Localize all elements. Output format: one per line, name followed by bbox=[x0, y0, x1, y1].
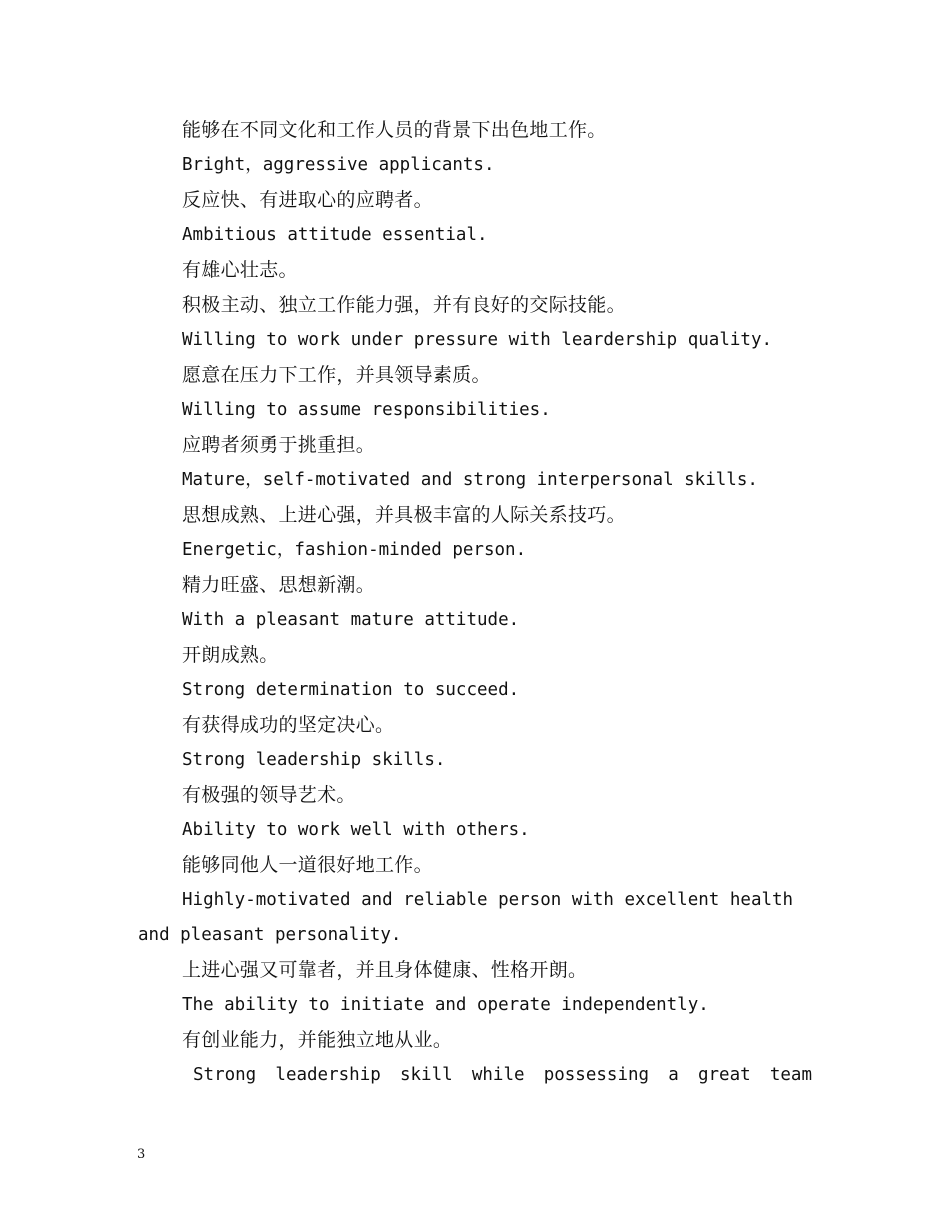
text-line: Mature，self-motivated and strong interpersonal skills. bbox=[182, 470, 758, 490]
text-line-continuation: and pleasant personality. bbox=[138, 925, 402, 945]
text-line: 有创业能力，并能独立地从业。 bbox=[182, 1029, 453, 1051]
text-line: Strong determination to succeed. bbox=[182, 680, 520, 700]
text-line: Bright，aggressive applicants. bbox=[182, 155, 495, 175]
text-line: Ability to work well with others. bbox=[182, 820, 530, 840]
text-line: 开朗成熟。 bbox=[182, 644, 279, 666]
text-line: 精力旺盛、思想新潮。 bbox=[182, 574, 376, 596]
text-line: 思想成熟、上进心强，并具极丰富的人际关系技巧。 bbox=[182, 504, 626, 526]
text-line: 反应快、有进取心的应聘者。 bbox=[182, 189, 433, 211]
text-line: Highly-motivated and reliable person with excellent health bbox=[182, 890, 794, 910]
text-line: Strong leadership skills. bbox=[182, 750, 446, 770]
text-line: Ambitious attitude essential. bbox=[182, 225, 488, 245]
text-line: 有获得成功的坚定决心。 bbox=[182, 714, 395, 736]
text-line: 应聘者须勇于挑重担。 bbox=[182, 434, 376, 456]
text-line: With a pleasant mature attitude. bbox=[182, 610, 520, 630]
text-line: Energetic，fashion-minded person. bbox=[182, 540, 527, 560]
text-line: Willing to work under pressure with leardership quality. bbox=[182, 330, 773, 350]
text-line: The ability to initiate and operate independently. bbox=[182, 995, 709, 1015]
text-line: 有雄心壮志。 bbox=[182, 259, 298, 281]
page-number: 3 bbox=[137, 1147, 146, 1162]
text-line: 能够同他人一道很好地工作。 bbox=[182, 854, 433, 876]
text-line: 上进心强又可靠者，并且身体健康、性格开朗。 bbox=[182, 959, 588, 981]
text-line: 愿意在压力下工作，并具领导素质。 bbox=[182, 364, 491, 386]
text-line: 积极主动、独立工作能力强，并有良好的交际技能。 bbox=[182, 294, 626, 316]
text-line: Willing to assume responsibilities. bbox=[182, 400, 551, 420]
text-line: Strong leadership skill while possessing a great team bbox=[193, 1065, 812, 1085]
text-line: 能够在不同文化和工作人员的背景下出色地工作。 bbox=[182, 119, 607, 141]
text-line: 有极强的领导艺术。 bbox=[182, 784, 356, 806]
document-body bbox=[138, 113, 812, 1093]
